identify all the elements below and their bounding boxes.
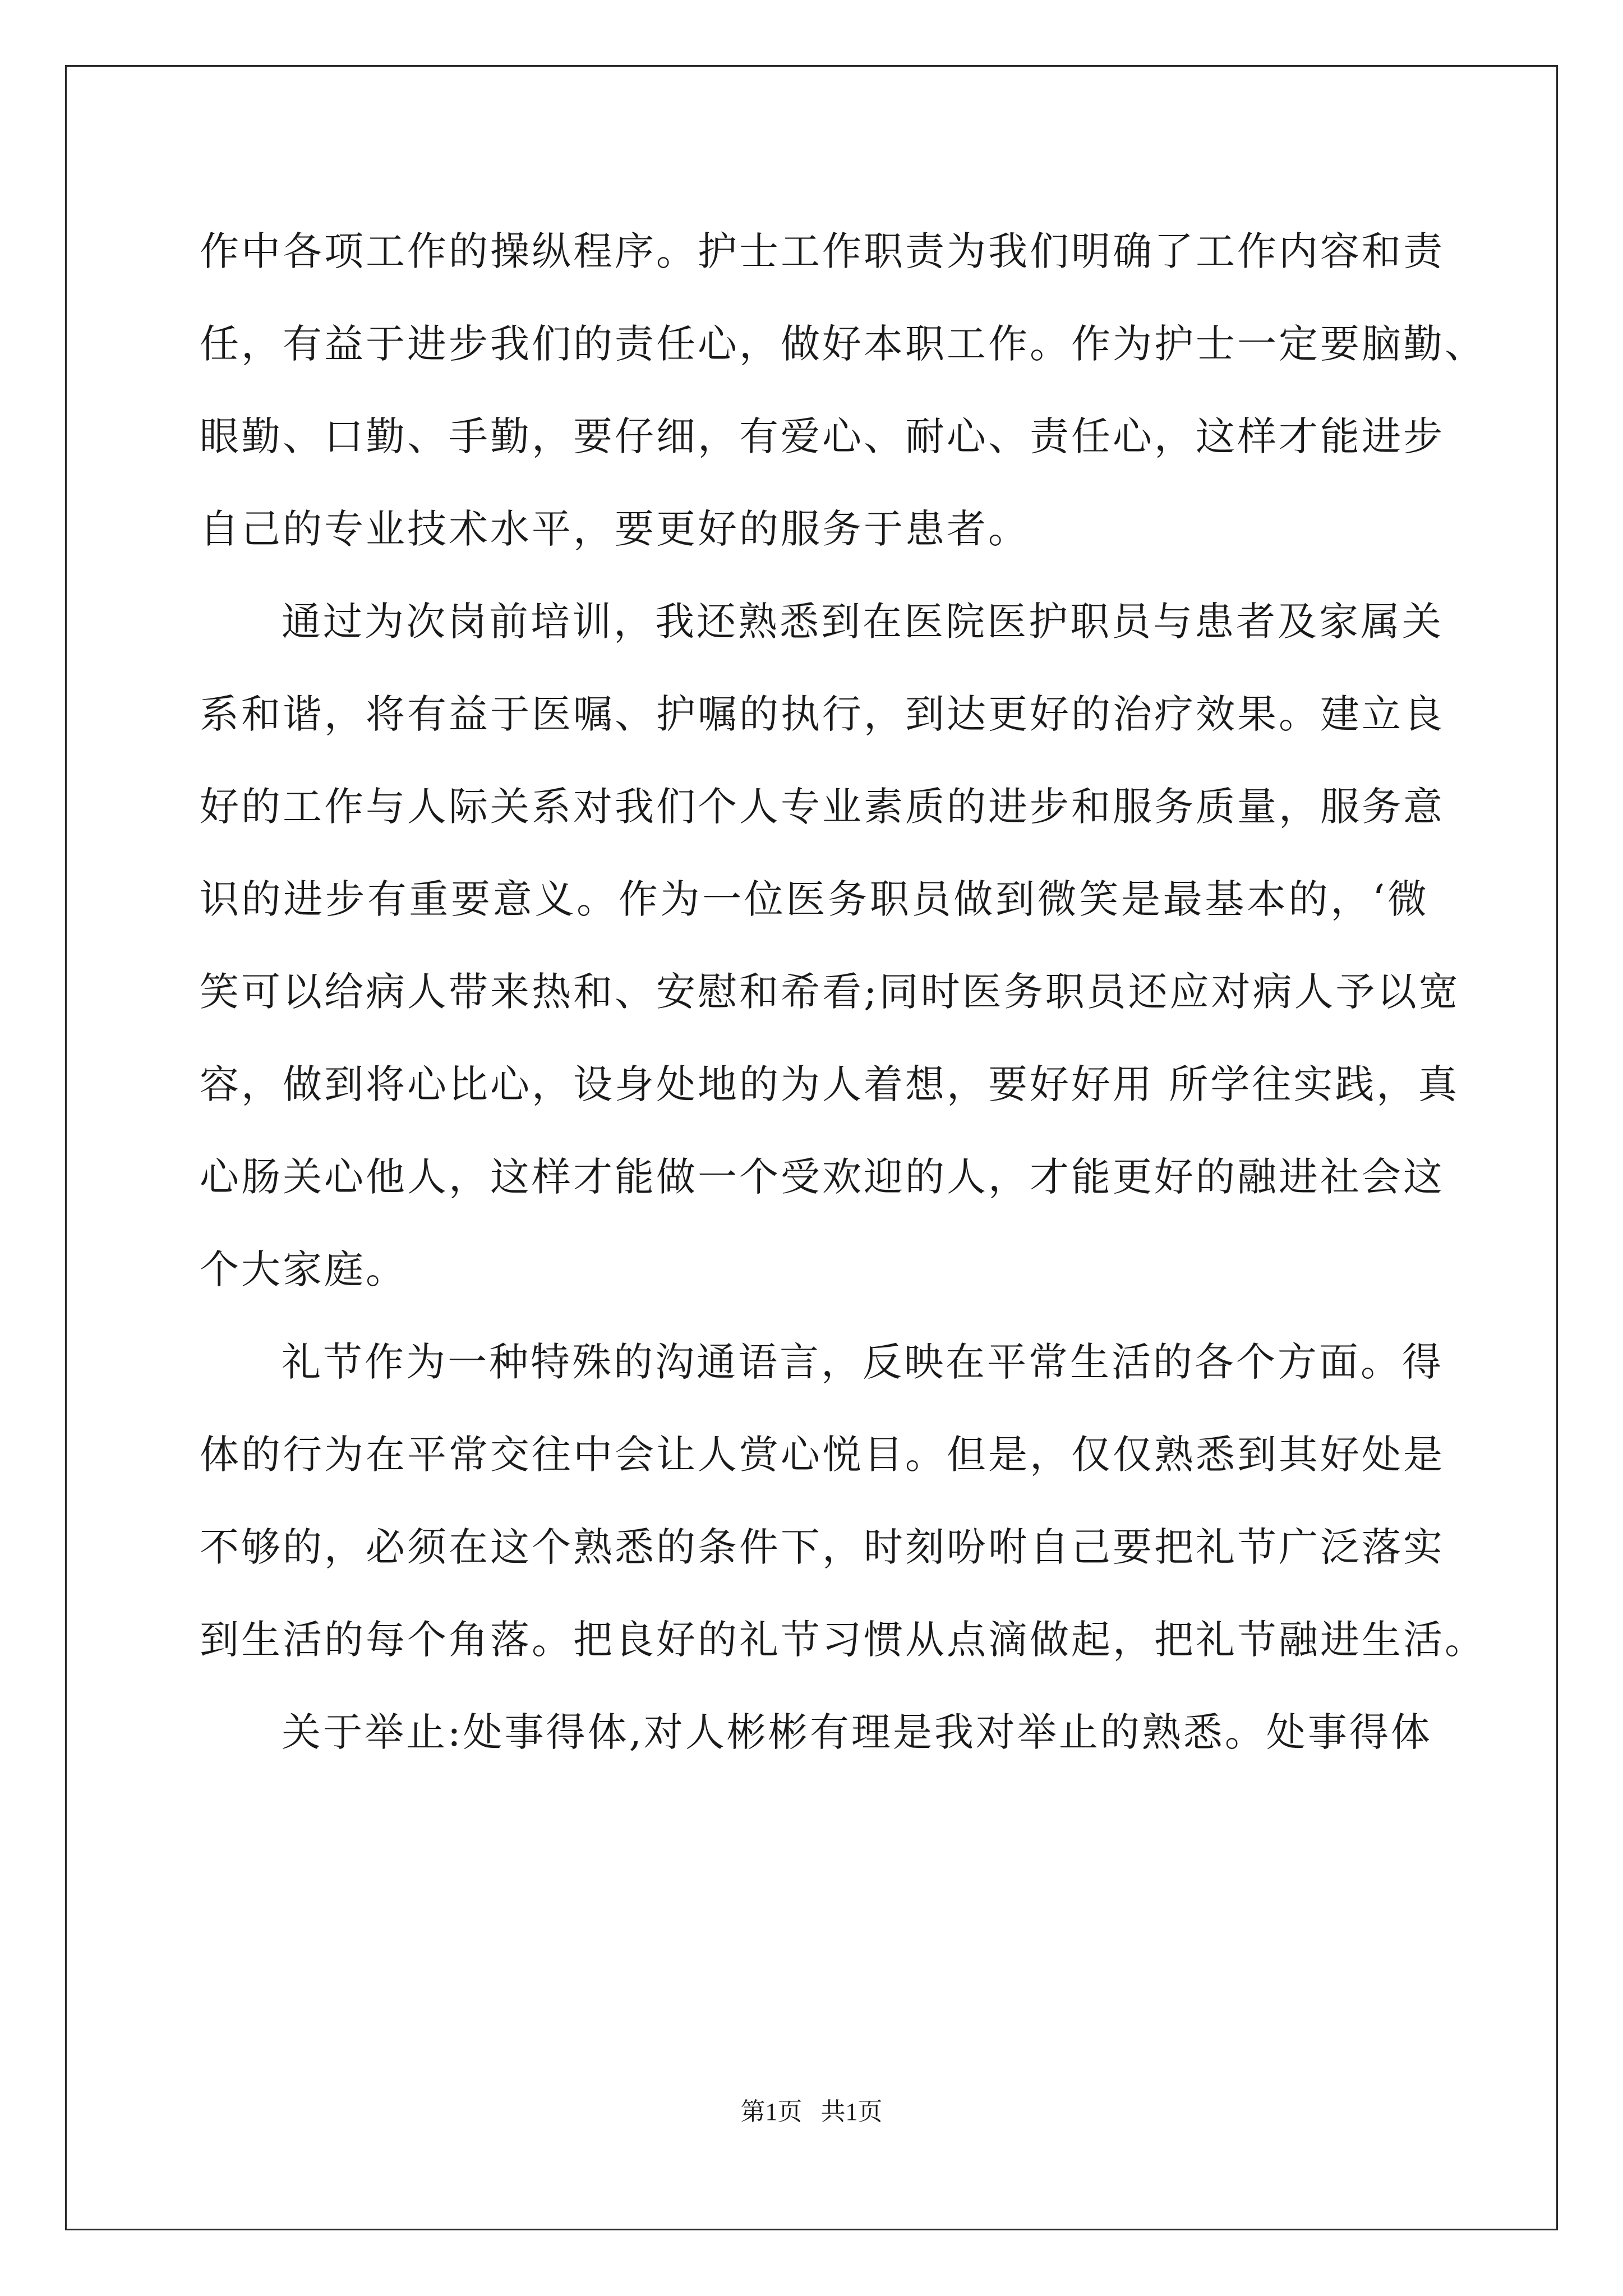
- text-line: 个大家庭。: [200, 1246, 407, 1292]
- text-line: 眼勤、口勤、手勤，要仔细，有爱心、耐心、责任心，这样才能进步: [200, 413, 1445, 459]
- text-line: 心肠关心他人，这样才能做一个受欢迎的人，才能更好的融进社会这: [200, 1154, 1445, 1200]
- text-line: 关于举止:处事得体,对人彬彬有理是我对举止的熟悉。处事得体: [282, 1709, 1432, 1755]
- text-line: 通过为次岗前培训，我还熟悉到在医院医护职员与患者及家属关: [282, 599, 1444, 645]
- page-footer: [0, 2095, 1623, 2129]
- text-line: 自己的专业技术水平，要更好的服务于患者。: [200, 506, 1030, 552]
- text-line: 作中各项工作的操纵程序。护士工作职责为我们明确了工作内容和责: [200, 228, 1445, 274]
- text-line: 不够的，必须在这个熟悉的条件下，时刻吩咐自己要把礼节广泛落实: [200, 1524, 1445, 1570]
- text-line: 礼节作为一种特殊的沟通语言，反映在平常生活的各个方面。得: [282, 1339, 1444, 1385]
- footer-gap: [803, 2098, 821, 2125]
- text-line: 笑可以给病人带来热和、安慰和希看;同时医务职员还应对病人予以宽: [200, 969, 1460, 1015]
- page-number: 第1页: [740, 2098, 803, 2125]
- text-line: 系和谐，将有益于医嘱、护嘱的执行，到达更好的治疗效果。建立良: [200, 691, 1445, 737]
- page-total: 共1页: [820, 2098, 883, 2125]
- text-line: 体的行为在平常交往中会让人赏心悦目。但是，仅仅熟悉到其好处是: [200, 1432, 1445, 1478]
- text-line: 到生活的每个角落。把良好的礼节习惯从点滴做起，把礼节融进生活。: [200, 1617, 1486, 1663]
- text-line: 好的工作与人际关系对我们个人专业素质的进步和服务质量，服务意: [200, 784, 1445, 830]
- text-line: 容，做到将心比心，设身处地的为人着想，要好好用 所学往实践，真: [200, 1061, 1460, 1107]
- document-body: [200, 218, 1486, 1791]
- text-line: 识的进步有重要意义。作为一位医务职员做到微笑是最基本的，‘微: [200, 876, 1429, 922]
- text-line: 任，有益于进步我们的责任心，做好本职工作。作为护士一定要脑勤、: [200, 321, 1486, 367]
